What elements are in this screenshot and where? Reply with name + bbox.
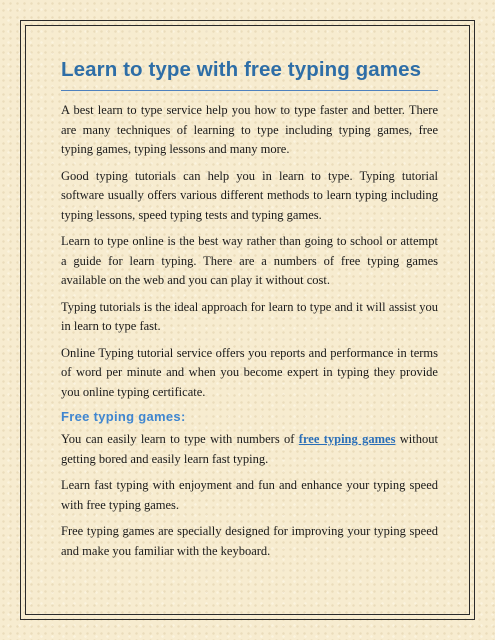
paragraph-7: Free typing games are specially designed for improving your typing speed and make you familiar with the keyboard. [61,524,438,558]
paragraph-6: Learn fast typing with enjoyment and fun and enhance your typing speed with free typing games. [61,478,438,512]
title-underline [61,90,438,91]
paragraph-3: Learn to type online is the best way rather than going to school or attempt a guide for learn typing. There are a numbers of free typing games available on the web and you can play it without cost. [61,234,438,287]
page-title: Learn to type with free typing games [61,58,422,81]
paragraph-1: A best learn to type service help you how to type faster and better. There are many techniques of learning to type including typing games, free typing games, typing lessons and many more. [61,103,438,156]
section-heading: Free typing games: [61,409,186,424]
paragraph-2: Good typing tutorials can help you in learn to type. Typing tutorial software usually offers various different methods to learn typing including typing lessons, speed typing tests and typing games. [61,168,438,222]
article-body [61,58,438,568]
paragraph-4: Typing tutorials is the ideal approach for learn to type and it will assist you in learn to type fast. [61,299,438,333]
link-paragraph-before: You can easily learn to type with numbers of [61,432,299,446]
link-paragraph-after: without getting bored and easily learn fast typing. [61,432,438,466]
free-typing-games-link[interactable]: free typing games [298,432,396,446]
paragraph-5: Online Typing tutorial service offers you reports and performance in terms of word per minute and when you become expert in typing they provide you online typing certificate. [61,345,438,399]
paragraph-with-link [61,430,438,469]
